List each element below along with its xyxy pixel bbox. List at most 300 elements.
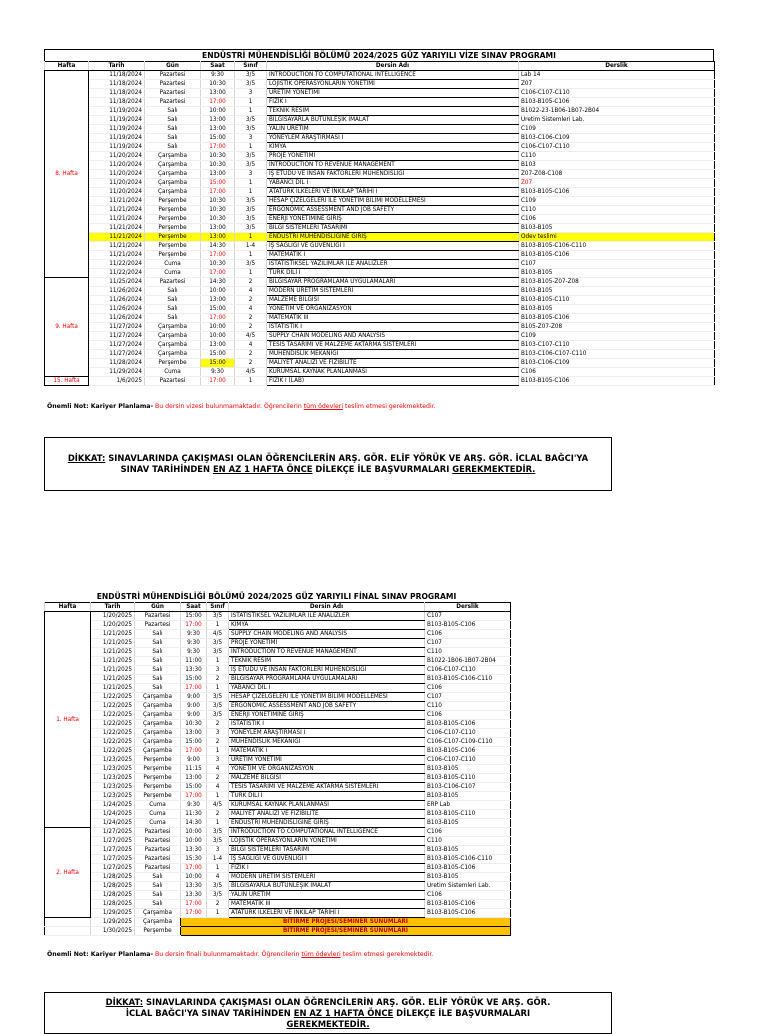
course-name: İŞ SAĞLIĞI VE GÜVENLİĞİ I (229, 855, 425, 864)
exam-class: 4 (235, 287, 267, 296)
exam-time: 9:00 (181, 711, 207, 720)
exam-time: 10:30 (201, 80, 235, 89)
exam-class: 3/5 (235, 224, 267, 233)
course-name: MATEMATİK I (229, 747, 425, 756)
exam-class: 3/5 (207, 693, 229, 702)
course-name: TEKNİK RESİM (229, 657, 425, 666)
week-label: 8. Hafta (45, 71, 89, 278)
exam-class: 1 (207, 684, 229, 693)
table-row (45, 224, 715, 233)
week-label: 9. Hafta (45, 278, 89, 377)
course-name: MALZEME BİLGİSİ (267, 296, 519, 305)
exam-date: 11/21/2024 (89, 242, 145, 251)
exam-class: 3/5 (207, 891, 229, 900)
classroom: C106-C107-C110 (519, 143, 715, 152)
exam-date: 11/25/2024 (89, 278, 145, 287)
exam-time: 17:00 (181, 792, 207, 801)
exam-time: 17:00 (181, 909, 207, 918)
exam-date: 1/21/2025 (91, 648, 135, 657)
course-name: ERGONOMIC ASSESSMENT AND JOB SAFETY (267, 206, 519, 215)
exam-day: Cuma (135, 801, 181, 810)
exam-class: 1-4 (235, 242, 267, 251)
notice-box-1 (44, 437, 612, 491)
classroom: C106 (425, 828, 511, 837)
exam-day: Salı (135, 630, 181, 639)
table-row (45, 161, 715, 170)
exam-time: 13:00 (201, 233, 235, 242)
notice-2-text-2: DİLEKÇE İLE BAŞVURMALARI (393, 1007, 531, 1018)
final-note-label: Önemli Not: Kariyer Planlama- (47, 951, 154, 958)
exam-class: 1 (207, 621, 229, 630)
course-name: MÜHENDİSLİK MEKANİĞİ (229, 738, 425, 747)
exam-time: 17:00 (201, 314, 235, 323)
classroom: B103-B105-C110 (425, 810, 511, 819)
course-name: ÜRETİM YÖNETİMİ (229, 756, 425, 765)
exam-date: 1/28/2025 (91, 891, 135, 900)
classroom: C106-C107-C110 (425, 666, 511, 675)
exam-class: 1 (235, 143, 267, 152)
course-name: YABANCI DİL I (229, 684, 425, 693)
exam-date: 11/18/2024 (89, 80, 145, 89)
course-name: YÖNEYLEM ARAŞTIRMASI I (229, 729, 425, 738)
classroom: Z07 (519, 179, 715, 188)
exam-time: 10:30 (201, 206, 235, 215)
table-row (45, 116, 715, 125)
exam-time: 11:15 (181, 765, 207, 774)
classroom: B103-B105-C106-C110 (519, 242, 715, 251)
exam-class: 1 (235, 377, 267, 386)
exam-class: 3/5 (235, 80, 267, 89)
course-name: MATEMATİK I (267, 251, 519, 260)
exam-time: 17:00 (201, 269, 235, 278)
exam-day: Çarşamba (145, 170, 201, 179)
classroom: C107 (425, 693, 511, 702)
table-row (45, 828, 511, 837)
table-row (45, 278, 715, 287)
exam-day: Çarşamba (145, 350, 201, 359)
course-name: MODERN ÜRETİM SİSTEMLERİ (267, 287, 519, 296)
exam-date: 1/29/2025 (91, 918, 135, 927)
exam-time: 9:00 (181, 693, 207, 702)
course-name: SUPPLY CHAIN MODELING AND ANALYSIS (267, 332, 519, 341)
exam-time: 10:00 (201, 332, 235, 341)
exam-date: 1/21/2025 (91, 684, 135, 693)
table-row (45, 188, 715, 197)
classroom: B103-B105-C106 (425, 900, 511, 909)
classroom: C110 (519, 152, 715, 161)
exam-time: 13:30 (181, 666, 207, 675)
classroom: Z07 (519, 80, 715, 89)
week-label: 2. Hafta (45, 828, 91, 918)
course-name: KURUMSAL KAYNAK PLANLANMASI (229, 801, 425, 810)
exam-date: 1/21/2025 (91, 675, 135, 684)
course-name: ÜRETİM YÖNETİMİ (267, 89, 519, 98)
vize-note-label: Önemli Not: Kariyer Planlama- (47, 403, 154, 410)
exam-day: Perşembe (145, 206, 201, 215)
notice-2-dikkat: DİKKAT: (105, 996, 144, 1007)
table-row (45, 810, 511, 819)
exam-day: Çarşamba (145, 188, 201, 197)
table-row (45, 909, 511, 918)
classroom: B1022-1B06-1B07-2B04 (425, 657, 511, 666)
exam-date: 11/20/2024 (89, 179, 145, 188)
classroom: ERP Lab (425, 801, 511, 810)
classroom: C107 (519, 260, 715, 269)
exam-day: Salı (135, 648, 181, 657)
course-name: BİLGİSAYAR PROGRAMLAMA UYGULAMALARI (267, 278, 519, 287)
exam-day: Perşembe (145, 251, 201, 260)
course-name: İSTATİSTİKSEL YAZILIMLAR İLE ANALİZLER (229, 612, 425, 621)
col-derslik: Derslik (519, 62, 715, 71)
exam-day: Pazartesi (135, 864, 181, 873)
exam-date: 11/28/2024 (89, 359, 145, 368)
course-name: İŞ SAĞLIĞI VE GÜVENLİĞİ I (267, 242, 519, 251)
exam-date: 11/22/2024 (89, 260, 145, 269)
classroom: C106-C107-C109-C110 (425, 738, 511, 747)
classroom: B103-B105-C106 (425, 747, 511, 756)
exam-date: 1/27/2025 (91, 846, 135, 855)
exam-time: 15:00 (181, 612, 207, 621)
exam-class: 2 (207, 810, 229, 819)
table-row (45, 891, 511, 900)
exam-class: 3/5 (235, 116, 267, 125)
exam-date: 1/23/2025 (91, 774, 135, 783)
exam-date: 1/23/2025 (91, 783, 135, 792)
exam-day: Çarşamba (145, 179, 201, 188)
exam-date: 1/24/2025 (91, 819, 135, 828)
exam-date: 1/21/2025 (91, 639, 135, 648)
table-row (45, 720, 511, 729)
course-name: MALİYET ANALİZİ VE FİZİBİLİTE (229, 810, 425, 819)
classroom: C106-C107-C110 (425, 756, 511, 765)
col-dersin-adi: Dersin Adı (229, 603, 425, 612)
col-sinif: Sınıf (207, 603, 229, 612)
classroom: B103-B105 (425, 765, 511, 774)
exam-day: Salı (145, 125, 201, 134)
col-saat: Saat (201, 62, 235, 71)
exam-time: 13:00 (201, 341, 235, 350)
exam-date: 11/19/2024 (89, 143, 145, 152)
table-row (45, 89, 715, 98)
exam-time: 15:00 (201, 134, 235, 143)
exam-day: Salı (135, 666, 181, 675)
week-label: 1. Hafta (45, 612, 91, 828)
exam-time: 9:30 (181, 630, 207, 639)
exam-class: 2 (207, 900, 229, 909)
seminar-row (45, 918, 511, 927)
classroom: Üretim Sistemleri Lab. (425, 882, 511, 891)
notice-1-text-1: SINAVLARINDA ÇAKIŞMASI OLAN ÖĞRENCİLERİN ARŞ. GÖR. ELİF YÖRÜK VE ARŞ. GÖR. İCLAL BAĞCI'YA SINAV TARİHİNDEN (105, 453, 589, 474)
exam-day: Perşembe (135, 927, 181, 936)
exam-day: Perşembe (135, 783, 181, 792)
exam-time: 10:00 (181, 828, 207, 837)
exam-time: 14:30 (201, 242, 235, 251)
classroom: B105-Z07-Z08 (519, 323, 715, 332)
table-row (45, 98, 715, 107)
exam-day: Perşembe (145, 359, 201, 368)
classroom: B103-B105 (425, 846, 511, 855)
classroom: C106 (519, 215, 715, 224)
vize-note-text-1: Bu dersin vizesi bulunmamaktadır. Öğrencilerin (153, 403, 304, 410)
exam-time: 13:00 (201, 116, 235, 125)
table-row (45, 251, 715, 260)
classroom: Ödev teslimi (519, 233, 715, 242)
exam-day: Pazartesi (145, 98, 201, 107)
exam-day: Perşembe (145, 224, 201, 233)
exam-date: 1/27/2025 (91, 828, 135, 837)
exam-day: Çarşamba (135, 711, 181, 720)
table-row (45, 666, 511, 675)
table-row (45, 296, 715, 305)
course-name: ENDÜSTRI MÜHENDISLIĞINE GIRIŞ (267, 233, 519, 242)
exam-time: 13:00 (181, 729, 207, 738)
notice-1-en-az: EN AZ 1 HAFTA ÖNCE (212, 464, 313, 474)
exam-day: Perşembe (135, 756, 181, 765)
notice-1-gerekmektedir: GEREKMEKTEDİR. (452, 464, 536, 474)
exam-time: 17:00 (181, 900, 207, 909)
col-dersin-adi: Dersin Adı (267, 62, 519, 71)
exam-class: 2 (235, 278, 267, 287)
exam-date: 11/18/2024 (89, 71, 145, 80)
course-name: INTRODUCTION TO COMPUTATIONAL INTELLIGENCE (229, 828, 425, 837)
exam-day: Çarşamba (145, 161, 201, 170)
exam-date: 1/30/2025 (91, 927, 135, 936)
table-row (45, 152, 715, 161)
exam-time: 10:00 (201, 323, 235, 332)
course-name: TÜRK DİLİ I (229, 792, 425, 801)
exam-class: 3/5 (207, 837, 229, 846)
course-name: FİZİK I (229, 864, 425, 873)
exam-class: 4 (207, 765, 229, 774)
exam-day: Salı (135, 891, 181, 900)
exam-day: Pazartesi (135, 846, 181, 855)
exam-class: 1 (235, 251, 267, 260)
exam-class: 4/5 (207, 630, 229, 639)
exam-date: 1/22/2025 (91, 729, 135, 738)
table-row (45, 657, 511, 666)
course-name: LOJİSTİK OPERASYONLARIN YÖNETİMİ (229, 837, 425, 846)
table-row (45, 287, 715, 296)
table-row (45, 855, 511, 864)
exam-date: 11/21/2024 (89, 233, 145, 242)
exam-date: 1/29/2025 (91, 909, 135, 918)
exam-time: 17:00 (201, 98, 235, 107)
course-name: HESAP ÇİZELGELERİ İLE YÖNETİM BİLİMİ MODELLEMESİ (267, 197, 519, 206)
classroom: B103-B105 (519, 224, 715, 233)
exam-class: 3 (235, 170, 267, 179)
exam-time: 13:00 (201, 170, 235, 179)
exam-day: Salı (145, 143, 201, 152)
table-row (45, 143, 715, 152)
table-row (45, 305, 715, 314)
table-row (45, 756, 511, 765)
table-row (45, 323, 715, 332)
course-name: BİLGİSAYAR PROGRAMLAMA UYGULAMALARI (229, 675, 425, 684)
classroom: B103-B105 (519, 269, 715, 278)
classroom: C106 (425, 711, 511, 720)
col-hafta: Hafta (45, 62, 89, 71)
exam-day: Pazartesi (135, 621, 181, 630)
course-name: BİLGİSAYARLA BÜTÜNLEŞİK İMALAT (229, 882, 425, 891)
exam-day: Çarşamba (135, 738, 181, 747)
table-row (45, 260, 715, 269)
classroom: C110 (425, 702, 511, 711)
exam-time: 10:00 (181, 837, 207, 846)
exam-date: 1/23/2025 (91, 765, 135, 774)
exam-date: 11/22/2024 (89, 269, 145, 278)
table-row (45, 675, 511, 684)
notice-1-dikkat: DİKKAT: (67, 453, 106, 463)
course-name: BİLGİSAYARLA BÜTÜNLEŞİK İMALAT (267, 116, 519, 125)
exam-day: Salı (135, 639, 181, 648)
exam-date: 1/27/2025 (91, 855, 135, 864)
exam-date: 11/27/2024 (89, 323, 145, 332)
classroom: B103-B105-Z07-Z08 (519, 278, 715, 287)
table-row (45, 792, 511, 801)
exam-day: Çarşamba (145, 341, 201, 350)
classroom: B103-B105-C106 (519, 377, 715, 386)
exam-date: 1/27/2025 (91, 837, 135, 846)
classroom: B103-B105-C106-C110 (425, 675, 511, 684)
exam-class: 2 (235, 359, 267, 368)
exam-day: Salı (145, 107, 201, 116)
exam-date: 11/19/2024 (89, 116, 145, 125)
exam-class: 3/5 (207, 648, 229, 657)
exam-time: 10:30 (201, 152, 235, 161)
classroom: B103-B105-C106 (425, 864, 511, 873)
final-note (47, 951, 433, 958)
course-name: SUPPLY CHAIN MODELING AND ANALYSIS (229, 630, 425, 639)
exam-date: 1/22/2025 (91, 702, 135, 711)
exam-time: 15:00 (201, 359, 235, 368)
classroom: B1022-23-1B06-1B07-2B04 (519, 107, 715, 116)
vize-table (44, 61, 715, 386)
classroom: C106-C107-C110 (425, 729, 511, 738)
classroom: C109 (519, 332, 715, 341)
exam-time: 9:30 (201, 368, 235, 377)
classroom: B103-B105-C106 (425, 909, 511, 918)
exam-class: 3 (235, 89, 267, 98)
table-row (45, 765, 511, 774)
exam-time: 13:00 (201, 296, 235, 305)
exam-class: 3 (235, 134, 267, 143)
classroom: C106 (425, 630, 511, 639)
course-name: TEKNİK RESİM (267, 107, 519, 116)
table-row (45, 134, 715, 143)
vize-note (47, 403, 436, 410)
table-row (45, 350, 715, 359)
col-saat: Saat (181, 603, 207, 612)
col-gun: Gün (145, 62, 201, 71)
exam-class: 1 (235, 188, 267, 197)
classroom: C110 (425, 648, 511, 657)
exam-time: 10:30 (181, 720, 207, 729)
exam-date: 1/22/2025 (91, 738, 135, 747)
course-name: YÖNETİM VE ORGANİZASYON (267, 305, 519, 314)
table-row (45, 206, 715, 215)
table-row (45, 801, 511, 810)
notice-box-2 (44, 992, 612, 1034)
exam-class: 2 (235, 296, 267, 305)
exam-date: 11/27/2024 (89, 332, 145, 341)
course-name: KİMYA (267, 143, 519, 152)
exam-time: 17:00 (201, 143, 235, 152)
exam-date: 11/21/2024 (89, 224, 145, 233)
course-name: TESİS TASARIMI VE MALZEME AKTARMA SİSTEMLERİ (229, 783, 425, 792)
exam-time: 14:30 (201, 278, 235, 287)
exam-time: 13:00 (181, 774, 207, 783)
exam-time: 17:00 (201, 377, 235, 386)
exam-date: 11/20/2024 (89, 170, 145, 179)
classroom: Lab 14 (519, 71, 715, 80)
table-row (45, 242, 715, 251)
exam-day: Salı (135, 657, 181, 666)
course-name: INTRODUCTION TO COMPUTATIONAL INTELLIGENCE (267, 71, 519, 80)
exam-class: 2 (207, 738, 229, 747)
classroom: B103-B105-C106 (519, 251, 715, 260)
vize-note-text-2: teslim etmesi gerekmektedir. (343, 403, 436, 410)
table-row (45, 729, 511, 738)
exam-time: 10:30 (201, 197, 235, 206)
exam-day: Salı (145, 116, 201, 125)
exam-class: 3/5 (235, 215, 267, 224)
table-row (45, 837, 511, 846)
exam-class: 3 (207, 846, 229, 855)
final-note-underlined: tüm ödevleri (301, 951, 341, 958)
final-note-text-2: teslim etmesi gerekmektedir. (340, 951, 434, 958)
course-name: MODERN ÜRETİM SİSTEMLERİ (229, 873, 425, 882)
classroom: C106 (519, 368, 715, 377)
table-row (45, 738, 511, 747)
exam-time: 9:00 (181, 702, 207, 711)
course-name: PROJE YÖNETİMİ (267, 152, 519, 161)
exam-class: 3/5 (207, 639, 229, 648)
exam-day: Perşembe (145, 233, 201, 242)
exam-time: 13:30 (181, 882, 207, 891)
exam-day: Pazartesi (145, 377, 201, 386)
exam-time: 15:00 (181, 675, 207, 684)
exam-time: 15:30 (181, 855, 207, 864)
course-name: MÜHENDİSLİK MEKANİĞİ (267, 350, 519, 359)
table-row (45, 179, 715, 188)
exam-class: 1 (235, 269, 267, 278)
course-name: İSTATİSTİKSEL YAZILIMLAR İLE ANALİZLER (267, 260, 519, 269)
exam-day: Çarşamba (145, 332, 201, 341)
notice-1-text-2: DİLEKÇE İLE BAŞVURMALARI (312, 464, 453, 474)
course-name: LOJİSTİK OPERASYONLARIN YÖNETİMİ (267, 80, 519, 89)
exam-day: Perşembe (135, 765, 181, 774)
exam-class: 3/5 (207, 882, 229, 891)
course-name: MALZEME BİLGİSİ (229, 774, 425, 783)
classroom: B103-B105-C106-C110 (425, 855, 511, 864)
table-row (45, 170, 715, 179)
course-name: BİLGİ SİSTEMLERİ TASARIMI (229, 846, 425, 855)
exam-date: 1/22/2025 (91, 720, 135, 729)
classroom: B103-B105 (425, 819, 511, 828)
empty-week-cell (45, 918, 91, 927)
exam-day: Perşembe (145, 197, 201, 206)
exam-time: 14:30 (181, 819, 207, 828)
final-body (45, 612, 511, 936)
exam-day: Pazartesi (135, 612, 181, 621)
classroom: B103-B105-C110 (425, 774, 511, 783)
table-row (45, 359, 715, 368)
exam-class: 3/5 (235, 152, 267, 161)
exam-date: 11/18/2024 (89, 98, 145, 107)
exam-date: 11/29/2024 (89, 368, 145, 377)
course-name: İSTATİSTİK I (267, 323, 519, 332)
table-row (45, 630, 511, 639)
